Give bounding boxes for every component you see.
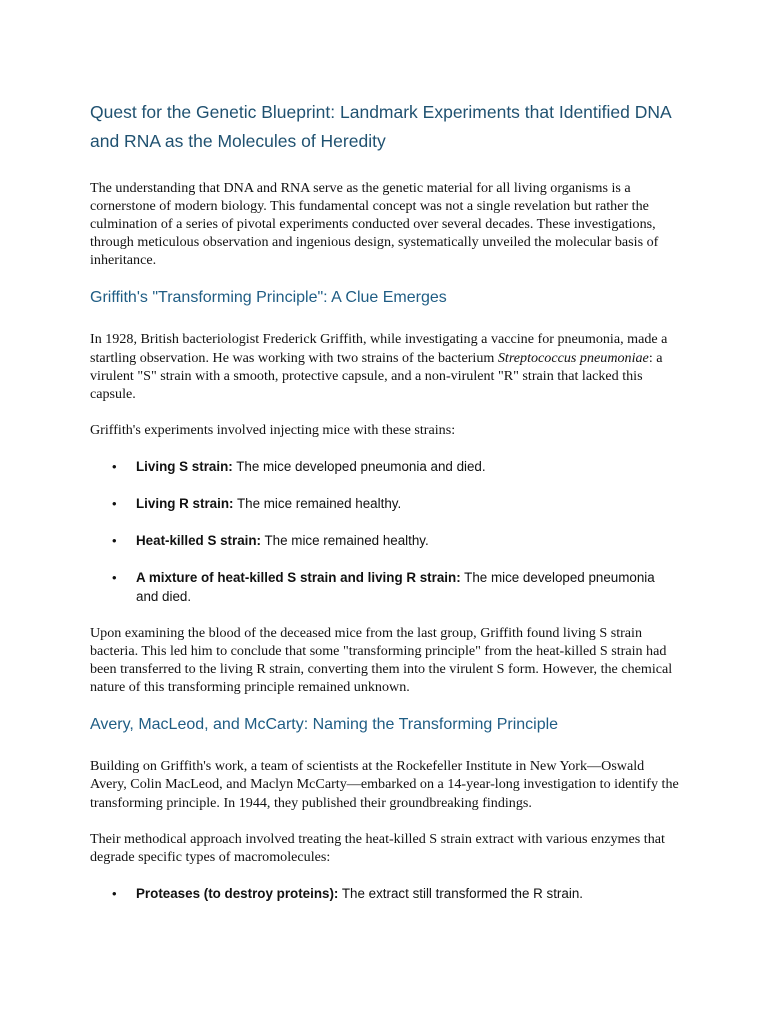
- griffith-paragraph-1: [90, 330, 680, 402]
- avery-paragraph-1: Building on Griffith's work, a team of scientists at the Rockefeller Institute in New York—Oswald Avery, Colin MacLeod, and Maclyn McCarty—embarked on a 14-year-long investigation to identify the transforming principle. In 1944, they published their groundbreaking findings.: [90, 758, 679, 811]
- list-item-label: A mixture of heat-killed S strain and living R strain:: [136, 569, 461, 585]
- griffith-p1-end: : a virulent "S" strain with a smooth, protective capsule, and a non-virulent "R" strain that lacked this capsule.: [90, 349, 663, 402]
- avery-paragraph-2: Their methodical approach involved treating the heat-killed S strain extract with various enzymes that degrade specific types of macromolecules:: [90, 830, 665, 865]
- list-item-label: Living R strain:: [136, 495, 234, 511]
- list-item-label: Heat-killed S strain:: [136, 532, 262, 548]
- list-item: [90, 568, 680, 606]
- griffith-results-list: [90, 457, 680, 606]
- list-item-text: The extract still transformed the R strain.: [338, 885, 583, 901]
- bullet-icon: •: [112, 885, 117, 901]
- griffith-paragraph-2: Griffith's experiments involved injecting mice with these strains:: [90, 421, 456, 438]
- document-page: [90, 98, 680, 920]
- list-item-label: Living S strain:: [136, 458, 233, 474]
- griffith-heading: Griffith's "Transforming Principle": A Clue Emerges: [90, 289, 447, 307]
- list-item-text: The mice developed pneumonia and died.: [136, 569, 655, 604]
- list-item-text: The mice developed pneumonia and died.: [232, 458, 486, 474]
- avery-enzymes-list: [90, 884, 680, 903]
- bullet-icon: •: [112, 458, 117, 474]
- bullet-icon: •: [112, 532, 117, 548]
- bullet-icon: •: [112, 569, 117, 585]
- list-item: [90, 884, 680, 903]
- griffith-p1-start: In 1928, British bacteriologist Frederick Griffith, while investigating a vaccine for pneumonia, made a startling observation. He was working with two strains of the bacterium: [90, 331, 668, 366]
- document-title: Quest for the Genetic Blueprint: Landmark Experiments that Identified DNA and RNA as the Molecules of Heredity: [90, 102, 671, 151]
- list-item-label: Proteases (to destroy proteins):: [136, 885, 339, 901]
- species-name: Streptococcus pneumoniae: [497, 349, 649, 366]
- list-item-text: The mice remained healthy.: [261, 532, 429, 548]
- intro-paragraph: The understanding that DNA and RNA serve as the genetic material for all living organisms is a cornerstone of modern biology. This fundamental concept was not a single revelation but rather the culmination of a series of pivotal experiments conducted over several decades. These investigations, through meticulous observation and ingenious design, systematically unveiled the molecular basis of inheritance.: [90, 180, 659, 269]
- griffith-paragraph-3: Upon examining the blood of the deceased mice from the last group, Griffith found living S strain bacteria. This led him to conclude that some "transforming principle" from the heat-killed S strain had been transferred to the living R strain, converting them into the virulent S form. However, the chemical nature of this transforming principle remained unknown.: [90, 624, 673, 696]
- list-item: [90, 457, 680, 476]
- avery-heading: Avery, MacLeod, and McCarty: Naming the Transforming Principle: [90, 716, 559, 734]
- list-item-text: The mice remained healthy.: [233, 495, 402, 511]
- list-item: [90, 494, 680, 513]
- list-item: [90, 531, 680, 550]
- bullet-icon: •: [112, 495, 117, 511]
